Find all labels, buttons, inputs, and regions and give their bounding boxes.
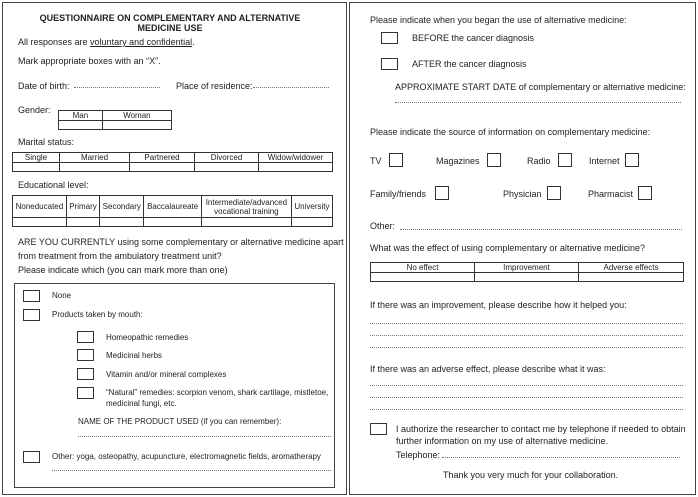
herbs-label: Medicinal herbs: [106, 351, 163, 360]
current-use-line1: ARE YOU CURRENTLY using some complementary or alternative medicine apart: [18, 237, 344, 247]
source-internet-checkbox[interactable]: [625, 153, 639, 167]
other-label: Other: yoga, osteopathy, acupuncture, electromagnetic fields, aromatherapy: [52, 452, 321, 461]
product-name-label: NAME OF THE PRODUCT USED (if you can remember):: [78, 417, 282, 426]
marital-married: Married: [60, 153, 130, 163]
gender-woman: Woman: [102, 111, 171, 121]
marital-partnered: Partnered: [130, 153, 195, 163]
other-field[interactable]: [52, 470, 331, 471]
source-other-label: Other:: [370, 221, 396, 231]
source-radio-checkbox[interactable]: [558, 153, 572, 167]
source-label: Please indicate the source of information on complementary medicine:: [370, 127, 651, 137]
none-checkbox[interactable]: [23, 290, 40, 302]
telephone-field[interactable]: [442, 457, 680, 458]
place-of-residence-label: Place of residence:: [176, 81, 253, 91]
gender-table: [58, 110, 172, 130]
natural-label: “Natural” remedies: scorpion venom, shark cartilage, mistletoe,: [106, 388, 329, 397]
adverse-question: If there was an adverse effect, please describe what it was:: [370, 364, 606, 374]
edu-primary: Primary: [66, 196, 99, 218]
marital-cell[interactable]: [195, 163, 259, 172]
effect-cell[interactable]: [475, 273, 579, 282]
edu-cell[interactable]: [144, 218, 201, 227]
effect-adverse: Adverse effects: [579, 263, 684, 273]
after-checkbox[interactable]: [381, 58, 398, 70]
marital-cell[interactable]: [130, 163, 195, 172]
herbs-checkbox[interactable]: [77, 349, 94, 361]
start-date-label: APPROXIMATE START DATE of complementary or alternative medicine:: [395, 82, 686, 92]
effect-cell[interactable]: [371, 273, 475, 282]
edu-secondary: Secondary: [100, 196, 144, 218]
improvement-field[interactable]: [370, 335, 683, 336]
edu-baccalaureate: Baccalaureate: [144, 196, 201, 218]
source-other-field[interactable]: [400, 229, 682, 230]
gender-label: Gender:: [18, 105, 51, 115]
source-tv-label: TV: [370, 156, 382, 166]
gender-man-cell[interactable]: [59, 121, 103, 130]
effect-none: No effect: [371, 263, 475, 273]
adverse-field[interactable]: [370, 385, 683, 386]
date-of-birth-label: Date of birth:: [18, 81, 70, 91]
source-radio-label: Radio: [527, 156, 551, 166]
responses-note: [18, 37, 195, 47]
start-date-field[interactable]: [395, 102, 681, 103]
education-label: Educational level:: [18, 180, 89, 190]
authorize-checkbox[interactable]: [370, 423, 387, 435]
improvement-question: If there was an improvement, please describe how it helped you:: [370, 300, 627, 310]
vitamin-label: Vitamin and/or mineral complexes: [106, 370, 227, 379]
other-checkbox[interactable]: [23, 451, 40, 463]
responses-underlined: voluntary and confidential: [90, 37, 193, 47]
natural-label-cont: medicinal fungi, etc.: [106, 399, 177, 408]
source-family-label: Family/friends: [370, 189, 427, 199]
oral-label: Products taken by mouth:: [52, 310, 143, 319]
edu-cell[interactable]: [291, 218, 332, 227]
adverse-field[interactable]: [370, 409, 683, 410]
mark-instruction: Mark appropriate boxes with an “X”.: [18, 56, 161, 66]
gender-woman-cell[interactable]: [102, 121, 171, 130]
effect-label: What was the effect of using complementary or alternative medicine?: [370, 243, 645, 253]
none-label: None: [52, 291, 72, 300]
gender-man: Man: [59, 111, 103, 121]
source-physician-checkbox[interactable]: [547, 186, 561, 200]
telephone-label: Telephone:: [396, 450, 441, 460]
edu-university: University: [291, 196, 332, 218]
date-of-birth-field[interactable]: [74, 87, 160, 88]
source-pharmacist-checkbox[interactable]: [638, 186, 652, 200]
responses-prefix: All responses are: [18, 37, 91, 47]
authorize-line2: further information on my use of alternative medicine.: [396, 436, 609, 446]
improvement-field[interactable]: [370, 323, 683, 324]
effect-improvement: Improvement: [475, 263, 579, 273]
title-line1: QUESTIONNAIRE ON COMPLEMENTARY AND ALTERNATIVE: [39, 13, 301, 23]
edu-cell[interactable]: [66, 218, 99, 227]
homeopathic-checkbox[interactable]: [77, 331, 94, 343]
effect-table: [370, 262, 684, 282]
form-title: [20, 13, 320, 33]
source-magazines-checkbox[interactable]: [487, 153, 501, 167]
began-label: Please indicate when you began the use of alternative medicine:: [370, 15, 627, 25]
marital-label: Marital status:: [18, 137, 75, 147]
adverse-field[interactable]: [370, 397, 683, 398]
product-name-field[interactable]: [78, 436, 331, 437]
source-physician-label: Physician: [503, 189, 542, 199]
before-checkbox[interactable]: [381, 32, 398, 44]
source-magazines-label: Magazines: [436, 156, 480, 166]
before-label: BEFORE the cancer diagnosis: [412, 33, 535, 43]
edu-cell[interactable]: [201, 218, 291, 227]
homeopathic-label: Homeopathic remedies: [106, 333, 189, 342]
authorize-line1: I authorize the researcher to contact me by telephone if needed to obtain: [396, 424, 686, 434]
source-family-checkbox[interactable]: [435, 186, 449, 200]
source-pharmacist-label: Pharmacist: [588, 189, 634, 199]
current-use-line3: Please indicate which (you can mark more than one): [18, 265, 228, 275]
improvement-field[interactable]: [370, 347, 683, 348]
thanks-note: Thank you very much for your collaboration.: [443, 470, 619, 480]
vitamin-checkbox[interactable]: [77, 368, 94, 380]
responses-suffix: .: [192, 37, 195, 47]
natural-checkbox[interactable]: [77, 387, 94, 399]
marital-table: [12, 152, 333, 172]
after-label: AFTER the cancer diagnosis: [412, 59, 527, 69]
marital-divorced: Divorced: [195, 153, 259, 163]
current-use-line2: from treatment from the ambulatory treatment unit?: [18, 251, 222, 261]
marital-cell[interactable]: [60, 163, 130, 172]
marital-cell[interactable]: [259, 163, 333, 172]
place-of-residence-field[interactable]: [253, 87, 329, 88]
edu-noneducated: Noneducated: [13, 196, 67, 218]
effect-cell[interactable]: [579, 273, 684, 282]
marital-cell[interactable]: [13, 163, 60, 172]
title-line2: MEDICINE USE: [137, 23, 203, 33]
oral-checkbox[interactable]: [23, 309, 40, 321]
marital-widow: Widow/widower: [259, 153, 333, 163]
edu-cell[interactable]: [13, 218, 67, 227]
source-internet-label: Internet: [589, 156, 620, 166]
education-table: [12, 195, 333, 227]
marital-single: Single: [13, 153, 60, 163]
edu-cell[interactable]: [100, 218, 144, 227]
edu-vocational: Intermediate/advanced vocational training: [201, 196, 291, 218]
source-tv-checkbox[interactable]: [389, 153, 403, 167]
